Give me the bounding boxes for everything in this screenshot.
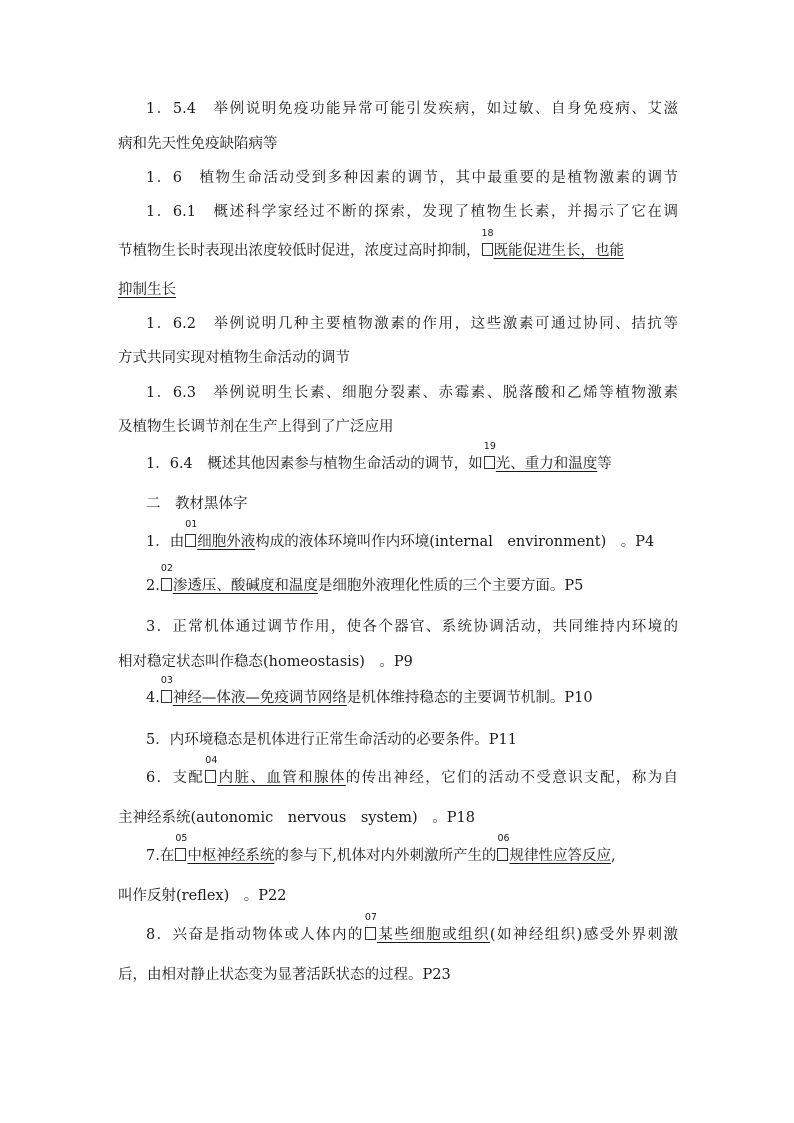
blank-number: 01 [185,519,198,530]
text-line [146,519,678,552]
text-line: 1．6 植物生命活动受到多种因素的调节，其中最重要的是植物激素的调节 [146,170,678,186]
text-line: 叫作反射(reflex) 。P22 [118,888,287,904]
text-line: 病和先天性免疫缺陷病等 [118,136,278,152]
text-line: 主神经系统(autonomic nervous system) 。P18 [118,810,475,826]
blank-box-icon [185,519,198,547]
text-line: 5．内环境稳态是机体进行正常生命活动的必要条件。P11 [146,732,517,748]
text-segment: 构成的液体环境叫作内环境(internal environment) 。P4 [255,534,655,550]
answer-text: 中枢神经系统 [187,848,275,864]
blank-number: 05 [175,833,188,844]
blank-box-icon [483,441,496,469]
text-segment: (如神经组织)感受外界刺激 [489,927,678,943]
text-line: 后，由相对静止状态变为显著活跃状态的过程。P23 [118,967,451,983]
text-line [146,675,678,708]
text-line [146,833,678,866]
text-line: 1．6.3 举例说明生长素、细胞分裂素、赤霉素、脱落酸和乙烯等植物激素 [146,385,678,401]
text-line: 及植物生长调节剂在生产上得到了广泛应用 [118,419,394,435]
blank-box-icon [481,228,494,256]
blank-number: 18 [481,228,494,239]
blank-number: 02 [160,563,173,574]
text-line: 相对稳定状态叫作稳态(homeostasis) 。P9 [118,654,413,670]
blank-box-icon [497,833,510,861]
text-segment: 8．兴奋是指动物体或人体内的 [146,927,364,943]
text-segment: 节植物生长时表现出浓度较低时促进，浓度过高时抑制， [118,243,481,259]
text-segment: 2. [146,578,160,594]
text-segment: 6．支配 [146,770,205,786]
blank-number: 03 [160,675,173,686]
blank-box-icon [160,675,173,703]
blank-number: 19 [483,441,496,452]
text-segment: 的参与下,机体对内外刺激所产生的 [274,848,497,864]
text-segment: 等 [597,456,612,472]
text-segment: 是细胞外液理化性质的三个主要方面。P5 [317,578,584,594]
answer-text: 某些细胞或组织 [376,927,490,943]
text-line: 1．5.4 举例说明免疫功能异常可能引发疾病，如过敏、自身免疫病、艾滋 [146,101,678,117]
answer-text: 光、重力和温度 [495,456,598,472]
text-line [118,280,678,300]
section-heading: 二 教材黑体字 [146,496,248,512]
blank-box-icon [175,833,188,861]
text-segment: 4. [146,690,160,706]
text-line [146,563,678,596]
blank-box-icon [364,912,377,940]
blank-number: 04 [205,755,218,766]
text-line: 1．6.2 举例说明几种主要植物激素的作用，这些激素可通过协同、拮抗等 [146,316,678,332]
blank-number: 07 [364,912,377,923]
answer-text: 规律性应答反应 [509,848,611,864]
text-line [118,228,678,261]
text-line: 方式共同实现对植物生命活动的调节 [118,350,350,366]
answer-text: 神经—体液—免疫调节网络 [172,690,347,706]
answer-text: 既能促进生长，也能 [493,243,624,259]
text-segment: 的传出神经，它们的活动不受意识支配，称为自 [345,770,679,786]
text-segment: , [610,848,616,864]
text-line [146,912,678,945]
answer-text: 渗透压、酸碱度和温度 [172,578,318,594]
text-segment: 是机体维持稳态的主要调节机制。P10 [346,690,593,706]
text-line [146,755,679,788]
text-line [146,441,678,474]
text-line: 3．正常机体通过调节作用，使各个器官、系统协调活动，共同维持内环境的 [146,619,678,635]
text-segment: 7.在 [146,848,175,864]
text-line: 1．6.1 概述科学家经过不断的探索，发现了植物生长素，并揭示了它在调 [146,204,678,220]
blank-box-icon [160,563,173,591]
answer-text: 细胞外液 [197,534,256,550]
blank-number: 06 [497,833,510,844]
blank-box-icon [205,755,218,783]
text-segment: 1．由 [146,534,185,550]
text-segment: 1．6.4 概述其他因素参与植物生命活动的调节，如 [146,456,483,472]
answer-text: 内脏、血管和腺体 [217,770,346,786]
answer-text: 抑制生长 [118,282,176,298]
